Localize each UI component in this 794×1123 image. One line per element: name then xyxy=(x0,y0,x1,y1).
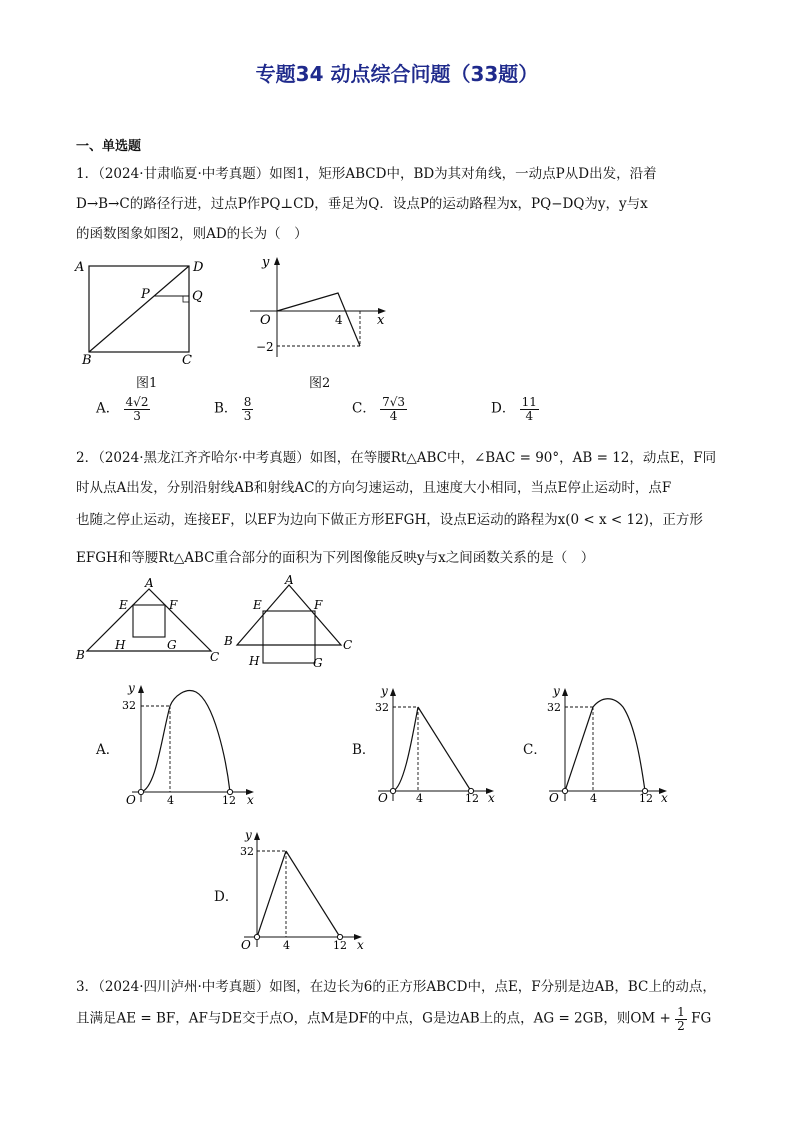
svg-text:E: E xyxy=(119,598,128,612)
figure-1-caption: 图1 xyxy=(136,376,158,391)
svg-text:32: 32 xyxy=(240,845,254,858)
svg-text:4: 4 xyxy=(416,792,423,805)
q1-figure-1-rectangle xyxy=(70,255,220,367)
option-letter: D． xyxy=(491,400,516,417)
option-letter: B． xyxy=(214,400,238,417)
label-q: Q xyxy=(192,289,203,304)
q3-line-1: 3．（2024·四川泸州·中考真题）如图，在边长为6的正方形ABCD中，点E，F分别是边AB，BC上的动点， xyxy=(76,979,716,995)
svg-text:4: 4 xyxy=(590,792,597,805)
option-denominator: 4 xyxy=(525,408,534,423)
q3-line-2 xyxy=(76,1006,711,1032)
svg-text:4: 4 xyxy=(167,794,174,807)
axis-x-label: x xyxy=(377,313,385,328)
option-letter: A． xyxy=(96,400,120,417)
q2-option-d[interactable]: D． xyxy=(214,889,239,905)
svg-text:y: y xyxy=(128,681,135,695)
q2-option-d-graph xyxy=(236,827,371,952)
tick-neg2: −2 xyxy=(256,340,274,354)
q2-option-c-graph xyxy=(545,683,675,805)
q1-figure-2-graph xyxy=(242,252,392,362)
option-letter: C． xyxy=(352,400,376,417)
q1-line-1: 1．（2024·甘肃临夏·中考真题）如图1，矩形ABCD中，BD为其对角线，一动点P从D出发，沿着 xyxy=(76,166,657,182)
option-numerator: 4√2 xyxy=(125,395,149,409)
option-numerator: 11 xyxy=(521,395,537,409)
svg-text:C: C xyxy=(210,650,220,664)
page-title: 专题34 动点综合问题（33题） xyxy=(255,62,539,86)
q1-option-b[interactable] xyxy=(214,396,253,422)
q2-option-b[interactable]: B． xyxy=(352,742,376,758)
q1-option-a[interactable] xyxy=(96,396,150,422)
q2-option-c[interactable]: C． xyxy=(523,742,547,758)
q2-triangle-figure-1 xyxy=(72,575,227,667)
q2-line-4: EFGH和等腰Rt△ABC重合部分的面积为下列图像能反映y与x之间函数关系的是（ ） xyxy=(76,550,595,566)
q3-fraction-denominator: 2 xyxy=(677,1018,685,1033)
origin-label: O xyxy=(260,313,271,328)
label-d: D xyxy=(193,260,204,275)
option-denominator: 3 xyxy=(133,408,141,423)
svg-text:A: A xyxy=(285,573,294,587)
svg-text:C: C xyxy=(343,638,353,652)
q2-option-b-graph xyxy=(374,683,504,805)
svg-text:E: E xyxy=(253,598,262,612)
svg-text:G: G xyxy=(313,656,323,670)
q2-triangle-figure-2 xyxy=(222,573,362,671)
svg-text:O: O xyxy=(549,791,559,805)
q2-option-a[interactable]: A． xyxy=(96,742,120,758)
q3-line-2-text: 且满足AE = BF，AF与DE交于点O，点M是DF的中点，G是边AB上的点，AG = 2GB，则OM + xyxy=(76,1010,671,1027)
section-heading: 一、单选题 xyxy=(76,139,142,154)
q2-line-2: 时从点A出发，分别沿射线AB和射线AC的方向匀速运动，且速度大小相同，当点E停止运动时，点F xyxy=(76,480,672,496)
label-a: A xyxy=(75,260,85,275)
option-numerator: 8 xyxy=(243,395,252,409)
svg-text:O: O xyxy=(241,938,251,952)
q1-option-c[interactable] xyxy=(352,396,407,422)
svg-text:B: B xyxy=(224,634,233,648)
svg-text:A: A xyxy=(145,576,154,590)
label-b: B xyxy=(82,353,92,367)
svg-text:O: O xyxy=(126,793,136,807)
axis-y-label: y xyxy=(262,255,270,270)
svg-text:12: 12 xyxy=(222,794,236,807)
label-p: P xyxy=(141,287,150,302)
svg-text:B: B xyxy=(76,648,85,662)
svg-text:F: F xyxy=(169,598,178,612)
svg-text:32: 32 xyxy=(547,701,561,714)
svg-text:12: 12 xyxy=(639,792,653,805)
q2-line-3: 也随之停止运动，连接EF，以EF为边向下做正方形EFGH，设点E运动的路程为x(0 < x < 12)，正方形 xyxy=(76,512,703,528)
svg-text:12: 12 xyxy=(333,939,347,952)
figure-2-caption: 图2 xyxy=(309,376,331,391)
option-denominator: 3 xyxy=(243,408,252,423)
svg-text:G: G xyxy=(167,638,177,652)
svg-text:H: H xyxy=(115,638,126,652)
q3-line-2-tail: FG xyxy=(691,1010,712,1027)
option-numerator: 7√3 xyxy=(382,395,406,409)
svg-text:O: O xyxy=(378,791,388,805)
svg-text:y: y xyxy=(553,684,560,698)
svg-text:y: y xyxy=(245,828,252,842)
svg-text:12: 12 xyxy=(465,792,479,805)
svg-text:F: F xyxy=(314,598,323,612)
svg-text:y: y xyxy=(381,684,388,698)
svg-text:32: 32 xyxy=(375,701,389,714)
svg-text:x: x xyxy=(661,791,668,805)
option-denominator: 4 xyxy=(389,408,398,423)
q1-line-3: 的函数图象如图2，则AD的长为（ ） xyxy=(76,226,308,242)
svg-text:x: x xyxy=(488,791,495,805)
q1-option-d[interactable] xyxy=(491,396,539,422)
svg-text:H: H xyxy=(249,654,260,668)
svg-text:32: 32 xyxy=(122,699,136,712)
svg-text:x: x xyxy=(247,793,254,807)
q3-fraction-numerator: 1 xyxy=(677,1005,685,1019)
svg-text:x: x xyxy=(357,938,364,952)
svg-text:4: 4 xyxy=(283,939,290,952)
q2-option-a-graph xyxy=(122,678,262,808)
label-c: C xyxy=(182,353,192,367)
tick-4: 4 xyxy=(335,313,343,327)
q1-line-2: D→B→C的路径行进，过点P作PQ⊥CD，垂足为Q．设点P的运动路程为x，PQ−DQ为y，y与x xyxy=(76,196,648,212)
q2-line-1: 2．（2024·黑龙江齐齐哈尔·中考真题）如图，在等腰Rt△ABC中，∠BAC = 90°，AB = 12，动点E，F同 xyxy=(76,450,717,466)
